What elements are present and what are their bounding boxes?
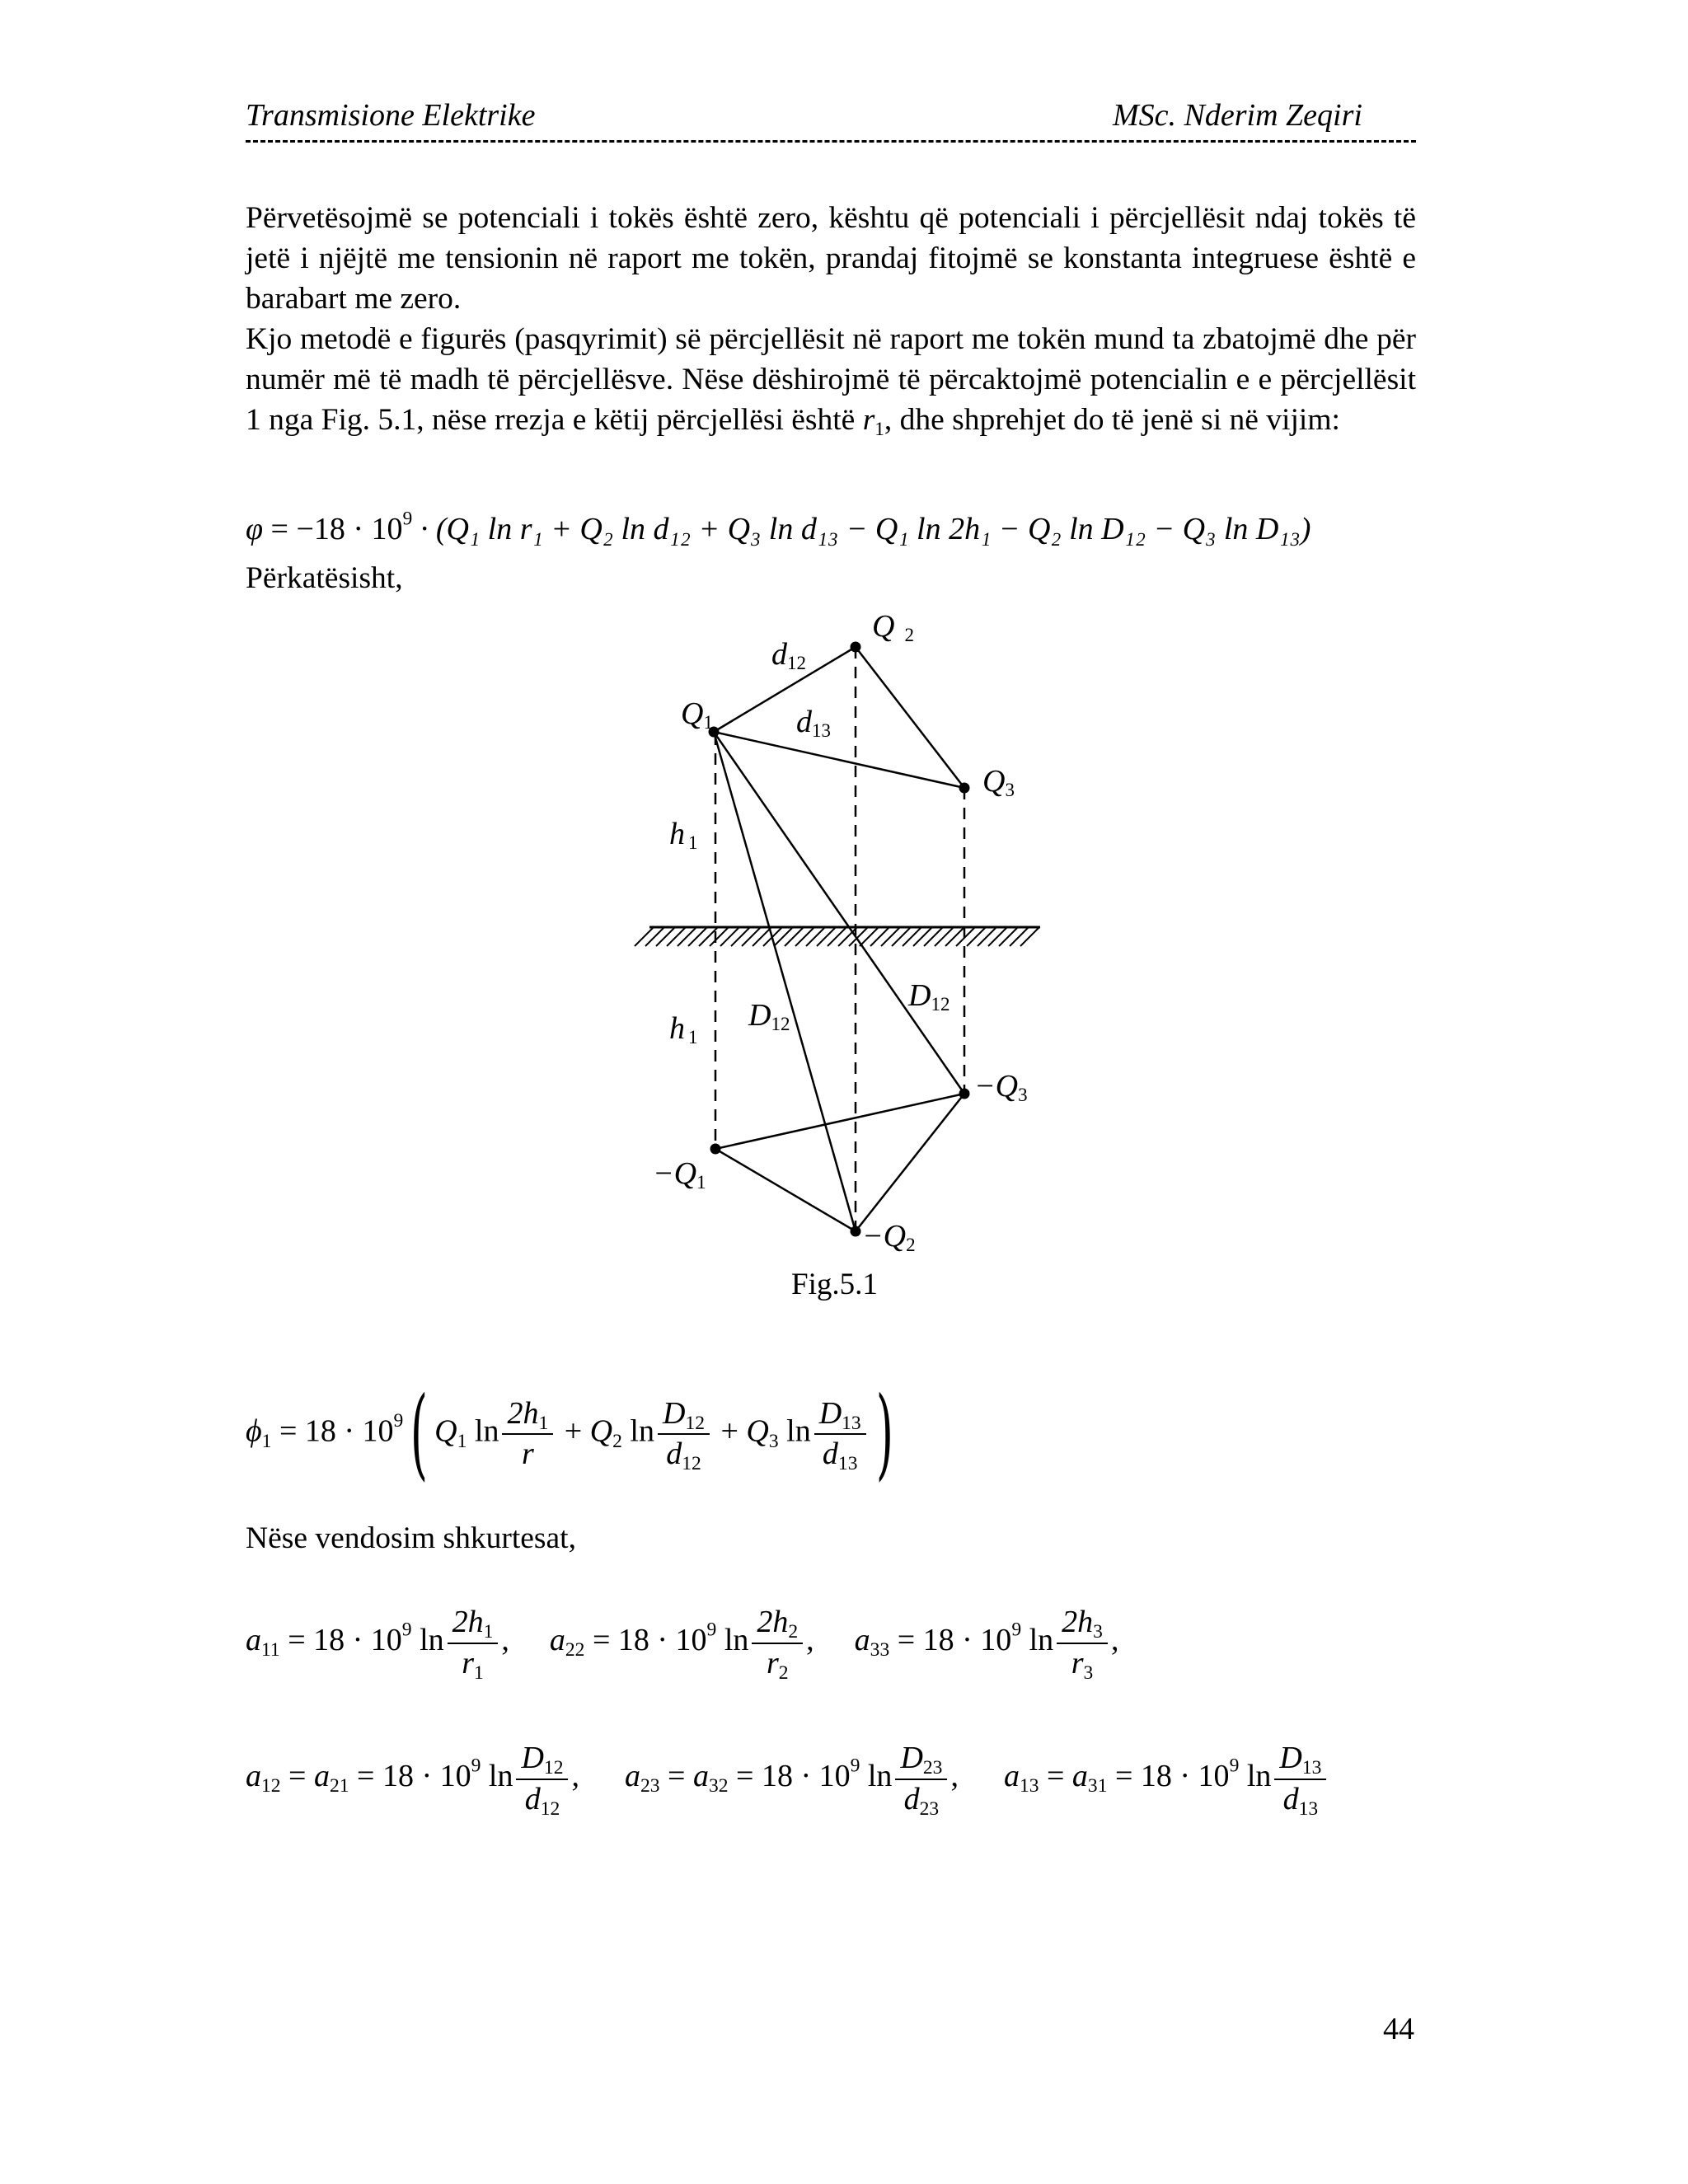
perkatesisht-text: Përkatësisht, bbox=[246, 561, 403, 595]
equation-phi: $\varphi = -18 \cdot 10^9 \cdot (Q_1$ ln r₁ + Q₂ ln d₁₂ + Q₃ ln d₁₃ − Q₁ ln 2h₁ − Q₂ ln D₁₂ − Q₃ ln D₁₃) bbox=[246, 508, 1311, 546]
label-d13: d13 bbox=[796, 705, 831, 741]
label-D12-right: D12 bbox=[908, 978, 950, 1015]
label-q3: Q3 bbox=[982, 764, 1015, 800]
figure-caption: Fig.5.1 bbox=[791, 1268, 878, 1301]
coef-a11: $a_{11} = 18 \cdot 10^9$ ln $\frac{2h_1}{r_1}$ , bbox=[246, 1605, 509, 1684]
point-minus-q3 bbox=[959, 1089, 970, 1099]
label-d12: d12 bbox=[771, 637, 806, 673]
coefficients-row-1 bbox=[246, 1603, 1118, 1683]
coefficients-row-2 bbox=[246, 1739, 1329, 1819]
coef-a12: $a_{12} = a_{21} = 18 \cdot 10^9$ ln $\frac{D_{12}}{d_{12}}$ , bbox=[246, 1741, 579, 1820]
point-q3 bbox=[959, 783, 970, 794]
page-number: 44 bbox=[1383, 2012, 1414, 2046]
label-h1-top: h 1 bbox=[669, 817, 698, 853]
coef-a23: $a_{23} = a_{32} = 18 \cdot 10^9$ ln $\frac{D_{23}}{d_{23}}$ , bbox=[624, 1741, 959, 1820]
fraction-D12-d12: $\frac{D_{12}}{d_{12}}$ bbox=[658, 1394, 710, 1474]
label-minus-q3: −Q3 bbox=[974, 1069, 1028, 1105]
coef-a33: $a_{33} = 18 \cdot 10^9$ ln $\frac{2h_3}{r_3}$ , bbox=[854, 1605, 1119, 1684]
line-mq1-mq2 bbox=[715, 1149, 856, 1231]
fraction-2h1-r: $\frac{2h_1}{r}$ bbox=[502, 1394, 553, 1474]
label-q2: Q 2 bbox=[872, 609, 914, 645]
label-h1-bottom: h 1 bbox=[669, 1011, 698, 1047]
coef-a13: $a_{13} = a_{31} = 18 \cdot 10^9$ ln $\frac{D_{13}}{d_{13}}$ bbox=[1004, 1759, 1329, 1793]
header-title: Transmisione Elektrike bbox=[246, 98, 536, 133]
ground-hatching bbox=[635, 928, 1039, 946]
line-D12-left bbox=[714, 732, 856, 1231]
coef-a22: $a_{22} = 18 \cdot 10^9$ ln $\frac{2h_2}{r_2}$ , bbox=[549, 1605, 814, 1684]
label-minus-q1: −Q1 bbox=[653, 1156, 706, 1193]
header-author: MSc. Nderim Zeqiri bbox=[1113, 98, 1362, 133]
point-q2 bbox=[851, 642, 861, 653]
point-minus-q1 bbox=[710, 1144, 721, 1155]
nese-vendosim-text: Nëse vendosim shkurtesat, bbox=[246, 1521, 576, 1555]
label-D12-left: D12 bbox=[748, 998, 790, 1034]
fraction-D13-d13: $\frac{D_{13}}{d_{13}}$ bbox=[814, 1394, 866, 1474]
paragraph-image-method: Kjo metodë e figurës (pasqyrimit) së përcjellësit në raport me tokën mund ta zbatojmë dhe për numër më të madh të përcjellësve. Nëse dëshirojmë të përcaktojmë potencialin e e përcjellësit 1 nga Fig. 5.1, nëse rrezja e këtij përcjellësi është $r_1$, dhe shprehjet do të jenë si në vijim: bbox=[246, 322, 1416, 440]
paragraph-ground-potential: Përvetësojmë se potenciali i tokës është zero, kështu që potenciali i përcjellësit ndaj tokës të jetë i njëjtë me tensionin në raport me tokën, prandaj fitojmë se konstanta integruese është e barabart me zero. bbox=[246, 201, 1416, 316]
label-minus-q2: −Q2 bbox=[862, 1219, 916, 1255]
label-q1: Q1 bbox=[681, 696, 713, 733]
equation-phi1: $\phi_1 = 18 \cdot 10^9$ ( $Q_1$ ln $\frac{2h_1}{r}$ + $Q_2$ ln $\frac{D_{12}}{d_{12}}$ + $Q_3$ ln $\frac{D_{13}}{d_{13}}$ ) bbox=[246, 1376, 894, 1491]
point-minus-q2 bbox=[851, 1226, 861, 1237]
line-D12-right bbox=[714, 732, 964, 1094]
